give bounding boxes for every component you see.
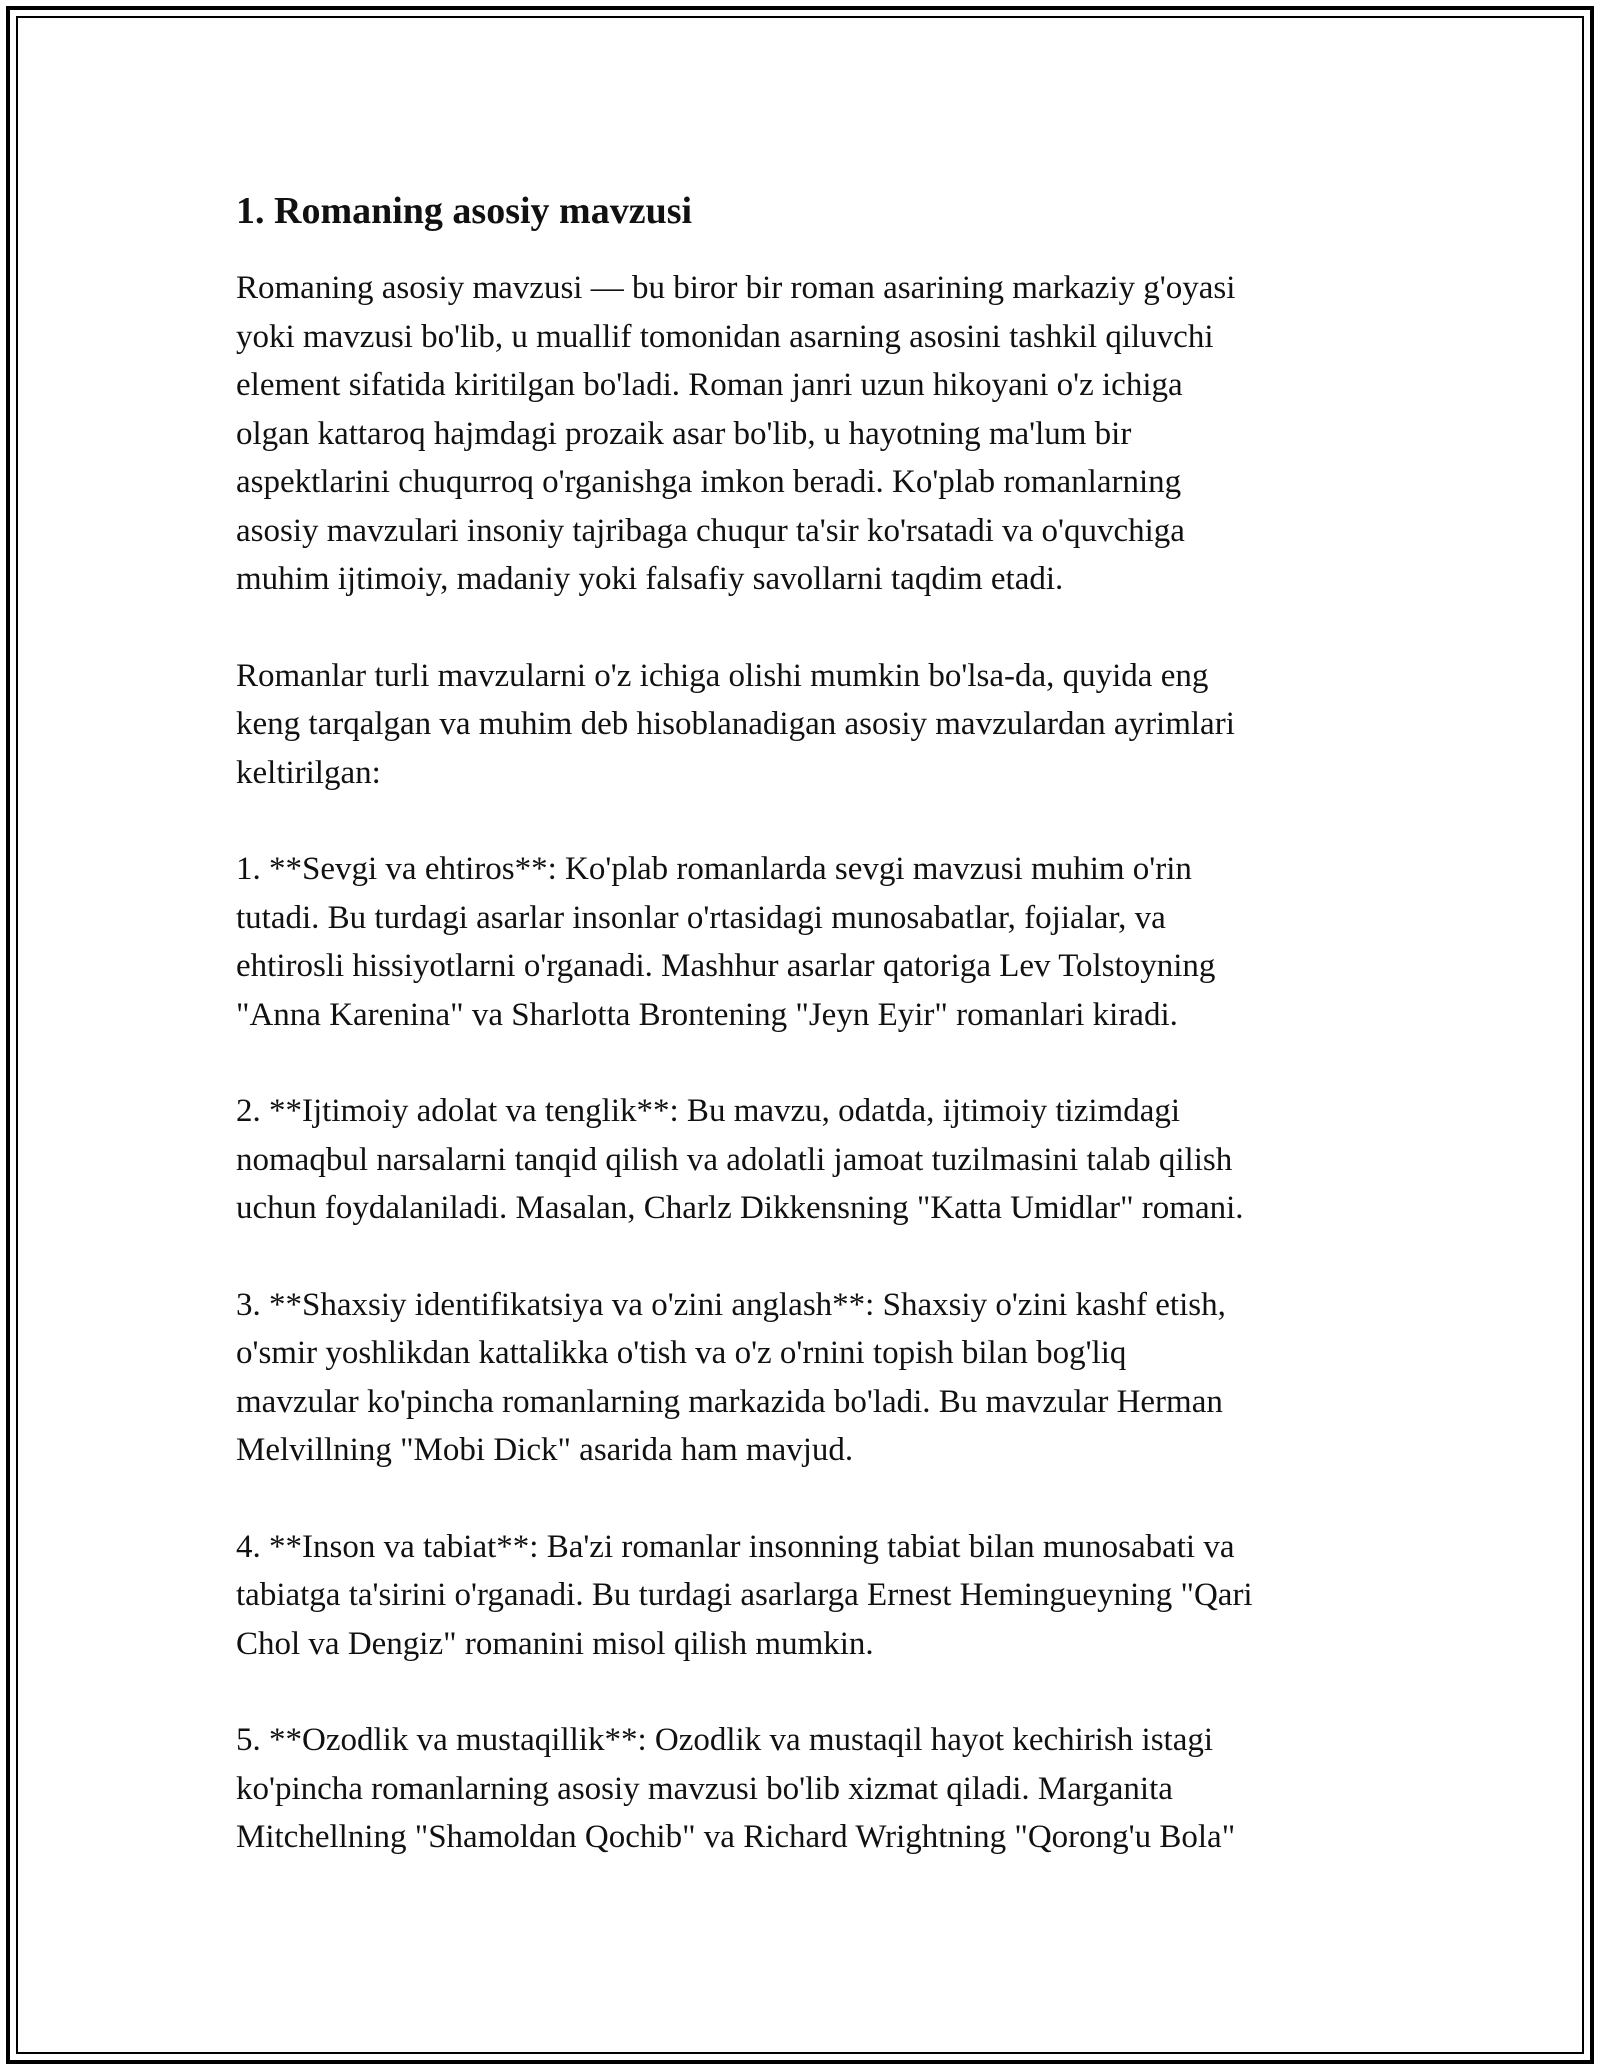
list-item-nature: 4. **Inson va tabiat**: Ba'zi romanlar insonning tabiat bilan munosabati va tabiatga ta'sirini o'rganadi. Bu turdagi asarlarga Ernest Hemingueyning "Qari Chol va Dengiz" romanini misol qilish mumkin. [236, 1528, 1253, 1662]
intro-paragraph: Romaning asosiy mavzusi — bu biror bir roman asarining markaziy g'oyasi yoki mavzusi bo'lib, u muallif tomonidan asarning asosini tashkil qiluvchi element sifatida kiritilgan bo'ladi. Roman janri uzun hikoyani o'z ichiga olgan kattaroq hajmdagi prozaik asar bo'lib, u hayotning ma'lum bir aspektlarini chuqurroq o'rganishga imkon beradi. Ko'plab romanlarning asosiy mavzulari insoniy tajribaga chuqur ta'sir ko'rsatadi va o'quvchiga muhim ijtimoiy, madaniy yoki falsafiy savollarni taqdim etadi. [236, 270, 1236, 597]
list-item-freedom: 5. **Ozodlik va mustaqillik**: Ozodlik va mustaqil hayot kechirish istagi ko'pincha romanlarning asosiy mavzusi bo'lib xizmat qiladi. Marganita Mitchellning "Shamoldan Qochib" va Richard Wrightning "Qorong'u Bola" [236, 1722, 1236, 1855]
list-item-love: 1. **Sevgi va ehtiros**: Ko'plab romanlarda sevgi mavzusi muhim o'rin tutadi. Bu turdagi asarlar insonlar o'rtasidagi munosabatlar, fojialar, va ehtirosli hissiyotlarni o'rganadi. Mashhur asarlar qatoriga Lev Tolstoyning "Anna Karenina" va Sharlotta Brontening "Jeyn Eyir" romanlari kiradi. [236, 851, 1216, 1033]
list-intro-paragraph: Romanlar turli mavzularni o'z ichiga olishi mumkin bo'lsa-da, quyida eng keng tarqalgan va muhim deb hisoblanadigan asosiy mavzulardan ayrimlari keltirilgan: [236, 657, 1235, 791]
list-item-identity: 3. **Shaxsiy identifikatsiya va o'zini anglash**: Shaxsiy o'zini kashf etish, o'smir yoshlikdan kattalikka o'tish va o'z o'rnini topish bilan bog'liq mavzular ko'pincha romanlarning markazida bo'ladi. Bu mavzular Herman Melvillning "Mobi Dick" asarida ham mavjud. [236, 1286, 1226, 1468]
section-heading: 1. Romaning asosiy mavzusi [236, 190, 693, 232]
list-item-social-justice: 2. **Ijtimoiy adolat va tenglik**: Bu mavzu, odatda, ijtimoiy tizimdagi nomaqbul narsalarni tanqid qilish va adolatli jamoat tuzilmasini talab qilish uchun foydalaniladi. Masalan, Charlz Dikkensning "Katta Umidlar" romani. [236, 1093, 1244, 1226]
document-body [236, 186, 1386, 1862]
